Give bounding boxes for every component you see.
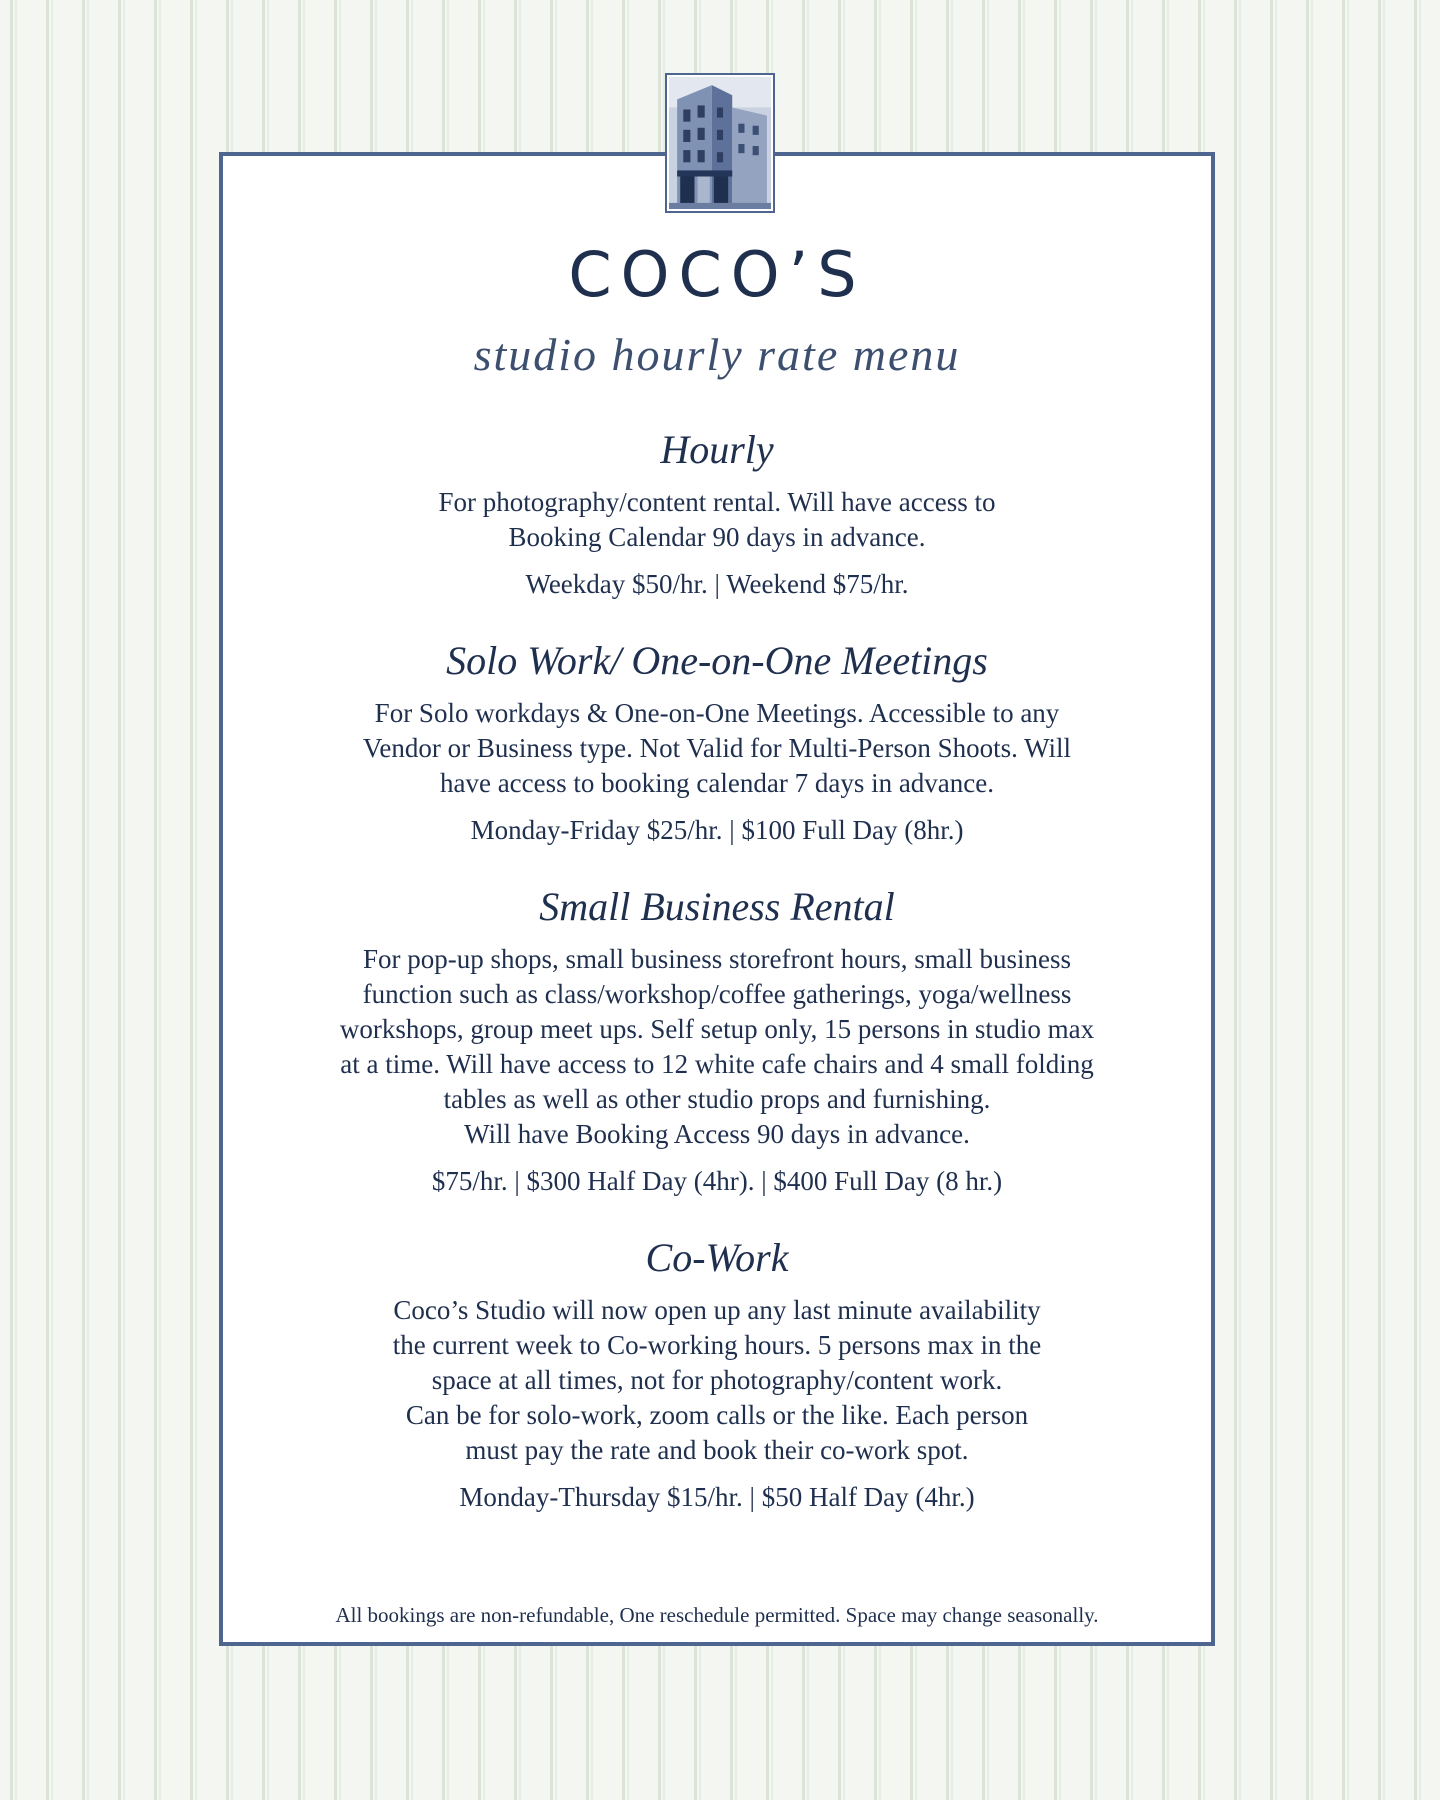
section-description (223, 485, 1211, 555)
building-photo-icon (665, 73, 775, 213)
brand-tagline: studio hourly rate menu (473, 329, 961, 380)
section-co-work (223, 1235, 1211, 1515)
description-line: Booking Calendar 90 days in advance. (508, 521, 926, 552)
brand-title: COCO’S (568, 238, 866, 311)
rate-menu-card (219, 152, 1215, 1646)
description-line: For photography/content rental. Will have access to (438, 486, 996, 517)
description-line: the current week to Co-working hours. 5 persons max in the (392, 1329, 1042, 1360)
footer-note: All bookings are non-refundable, One reschedule permitted. Space may change seasonally. (335, 1603, 1099, 1627)
description-line: For Solo workdays & One-on-One Meetings. Accessible to any (374, 697, 1060, 728)
section-solo-work (223, 638, 1211, 848)
section-title: Co-Work (645, 1234, 789, 1280)
section-title: Hourly (660, 426, 774, 472)
section-hourly (223, 427, 1211, 602)
section-rates: $75/hr. | $300 Half Day (4hr). | $400 Full Day (8 hr.) (431, 1165, 1003, 1196)
section-rates: Monday-Thursday $15/hr. | $50 Half Day (4hr.) (459, 1481, 975, 1512)
description-line: Coco’s Studio will now open up any last minute availability (393, 1294, 1041, 1325)
section-rates: Weekday $50/hr. | Weekend $75/hr. (525, 568, 909, 599)
description-line: Can be for solo-work, zoom calls or the like. Each person (405, 1399, 1029, 1430)
description-line: space at all times, not for photography/content work. (431, 1364, 1003, 1395)
section-title: Small Business Rental (539, 883, 895, 929)
description-line: Will have Booking Access 90 days in advance. (464, 1118, 970, 1149)
description-line: at a time. Will have access to 12 white cafe chairs and 4 small folding (340, 1048, 1094, 1079)
section-title: Solo Work/ One-on-One Meetings (446, 637, 988, 683)
section-description (223, 942, 1211, 1152)
description-line: have access to booking calendar 7 days in advance. (439, 767, 995, 798)
section-small-business-rental (223, 884, 1211, 1199)
description-line: must pay the rate and book their co-work spot. (465, 1434, 969, 1465)
menu-content (223, 238, 1211, 1515)
section-description (223, 1293, 1211, 1468)
description-line: For pop-up shops, small business storefront hours, small business (363, 943, 1071, 974)
building-illustration (669, 77, 771, 209)
description-line: function such as class/workshop/coffee gatherings, yoga/wellness (362, 978, 1072, 1009)
section-description (223, 696, 1211, 801)
description-line: tables as well as other studio props and furnishing. (443, 1083, 991, 1114)
description-line: workshops, group meet ups. Self setup only, 15 persons in studio max (339, 1013, 1095, 1044)
description-line: Vendor or Business type. Not Valid for Multi-Person Shoots. Will (362, 732, 1072, 763)
section-rates: Monday-Friday $25/hr. | $100 Full Day (8hr.) (470, 814, 964, 845)
